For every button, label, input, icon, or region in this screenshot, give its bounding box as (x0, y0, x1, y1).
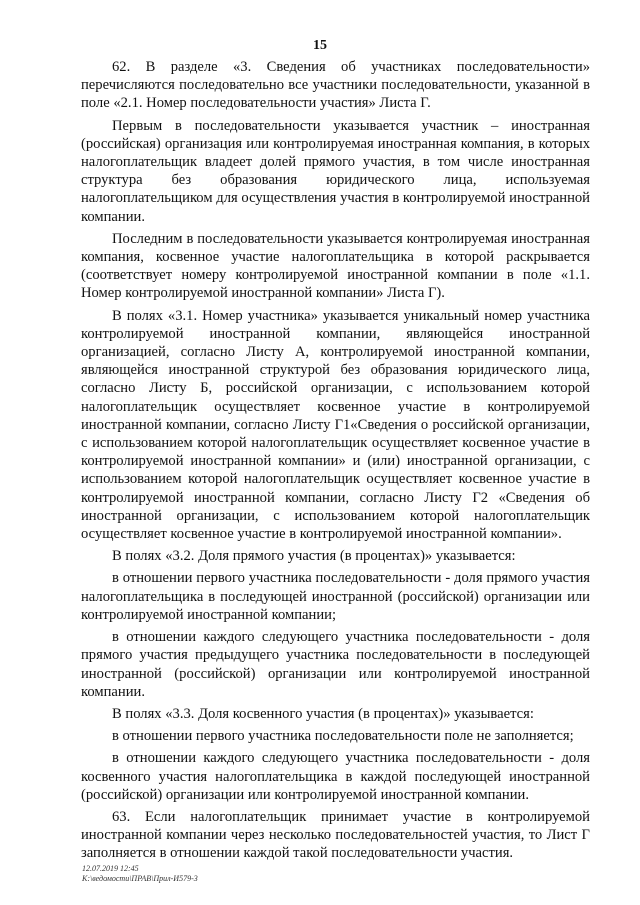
paragraph-63: 63. Если налогоплательщик принимает участие в контролируемой иностранной компании через несколько последовательностей участия, то Лист Г заполняется в отношении каждой такой последовательности участия. (81, 808, 590, 862)
footer-file-path: К:\ведомости\ПРАВ\Прил-И579-3 (82, 874, 198, 883)
paragraph-field-3-3: В полях «3.3. Доля косвенного участия (в процентах)» указывается: (112, 705, 534, 722)
paragraph-3-3-next: в отношении каждого следующего участника последовательности - доля косвенного участия налогоплательщика в каждой последующей иностранной (российской) организации или контролируемой иностранной компании. (81, 750, 590, 803)
paragraph-field-3-2: В полях «3.2. Доля прямого участия (в процентах)» указывается: (112, 548, 516, 565)
document-body (81, 58, 590, 867)
paragraph-first-participant: Первым в последовательности указывается участник – иностранная (российская) организация или контролируемая иностранная компания, в которых налогоплательщик владеет долей прямого участия, в том числе иностранная структура без образования юридического лица, используемая налогоплательщиком для осуществления участия в контролируемой иностранной компании. (81, 117, 590, 225)
footer-timestamp: 12.07.2019 12:45 (82, 864, 139, 873)
paragraph-62-intro: 62. В разделе «3. Сведения об участниках последовательности» перечисляются последовательно все участники последовательности, указанной в поле «2.1. Номер последовательности участия» Листа Г. (81, 59, 590, 112)
paragraph-3-2-first: в отношении первого участника последовательности - доля прямого участия налогоплательщика в последующей иностранной (российской) организации или контролируемой иностранной компании; (81, 570, 590, 623)
paragraph-3-3-first: в отношении первого участника последовательности поле не заполняется; (112, 728, 574, 745)
page-number: 15 (313, 38, 327, 53)
footer-stamp (82, 864, 198, 884)
paragraph-3-2-next: в отношении каждого следующего участника последовательности - доля прямого участия предыдущего участника последовательности в последующей иностранной (российской) организации или контролируемой иностранной компании. (81, 629, 590, 700)
paragraph-field-3-1: В полях «3.1. Номер участника» указывается уникальный номер участника контролируемой иностранной компании, являющейся иностранной организацией, согласно Листу А, контролируемой иностранной компании, являющейся иностранной структурой без образования юридического лица, согласно Листу Б, российской организации, с использованием которой налогоплательщик осуществляет косвенное участие в контролируемой иностранной компании, согласно Листу Г1«Сведения о российской организации, с использованием которой налогоплательщик осуществляет косвенное участие в контролируемой иностранной компании» и (или) иностранной организации, с использованием которой налогоплательщик осуществляет косвенное участие в контролируемой иностранной компании, согласно Листу Г2 «Сведения об иностранной организации, с использованием которой налогоплательщик осуществляет косвенное участие в контролируемой иностранной компании». (81, 307, 590, 543)
paragraph-last-participant: Последним в последовательности указывается контролируемая иностранная компания, косвенное участие налогоплательщика в которой раскрывается (соответствует номеру контролируемой иностранной компании в поле «1.1. Номер контролируемой иностранной компании» Листа Г). (81, 230, 590, 302)
